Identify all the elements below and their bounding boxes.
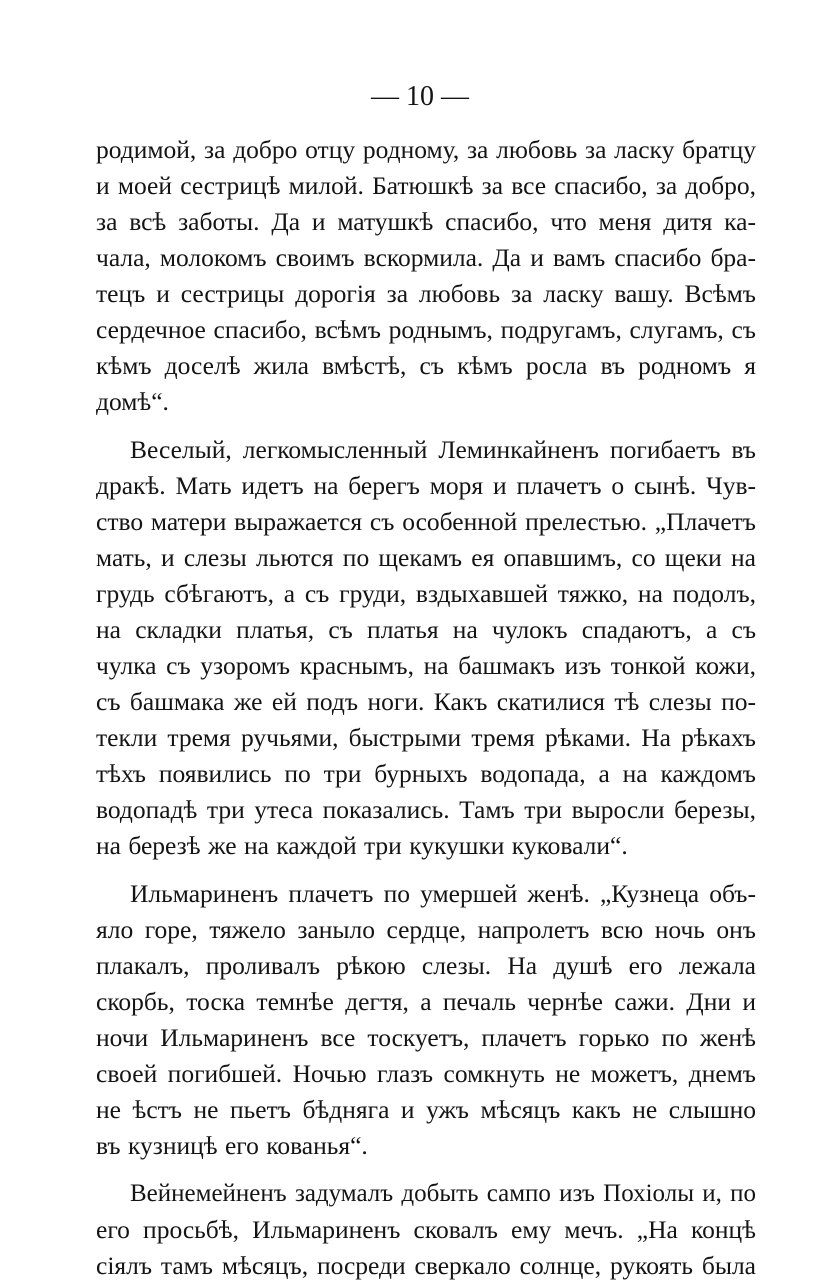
text-line: тецъ и сестрицы дорогія за любовь за ласку вашу. Всѣмъ — [96, 279, 756, 308]
text-line: кѣмъ доселѣ жила вмѣстѣ, съ кѣмъ росла въ родномъ я — [96, 351, 756, 380]
text-line: и моей сестрицѣ милой. Батюшкѣ за все спасибо, за добро, — [96, 171, 756, 200]
text-line: водопадѣ три утеса показались. Тамъ три выросли березы, — [96, 795, 756, 824]
text-line: домѣ“. — [96, 387, 169, 416]
text-line: на березѣ же на каждой три кукушки куковали“. — [96, 831, 628, 860]
text-line: Веселый, легкомысленный Леминкайненъ погибаетъ въ — [130, 435, 756, 464]
text-line: текли тремя ручьями, быстрыми тремя рѣками. На рѣкахъ — [96, 723, 756, 752]
paragraph — [96, 876, 756, 1164]
text-line: родимой, за добро отцу родному, за любовь за ласку братцу — [96, 135, 756, 164]
text-line: въ кузницѣ его кованья“. — [96, 1131, 368, 1160]
body-text — [96, 132, 756, 1284]
text-line: ство матери выражается съ особенной прелестью. „Плачетъ — [96, 507, 756, 536]
text-line: скорбь, тоска темнѣе дегтя, а печаль чернѣе сажи. Дни и — [96, 987, 756, 1016]
text-line: за всѣ заботы. Да и матушкѣ спасибо, что меня дитя ка- — [96, 207, 756, 236]
text-line: ночи Ильмариненъ все тоскуетъ, плачетъ горько по женѣ — [96, 1023, 756, 1052]
text-line: съ башмака же ей подъ ноги. Какъ скатилися тѣ слезы по- — [96, 687, 756, 716]
text-line: сердечное спасибо, всѣмъ роднымъ, подругамъ, слугамъ, съ — [96, 315, 756, 344]
text-line: тѣхъ появились по три бурныхъ водопада, а на каждомъ — [96, 759, 756, 788]
text-line: его просьбѣ, Ильмариненъ сковалъ ему мечъ. „На концѣ — [96, 1215, 756, 1244]
text-line: плакалъ, проливалъ рѣкою слезы. На душѣ его лежала — [96, 951, 756, 980]
text-line: чала, молокомъ своимъ вскормила. Да и вамъ спасибо бра- — [96, 243, 756, 272]
paragraph — [96, 432, 756, 864]
text-line: не ѣстъ не пьетъ бѣдняга и ужъ мѣсяцъ какъ не слышно — [96, 1095, 756, 1124]
paragraph — [96, 1176, 756, 1284]
text-line: яло горе, тяжело заныло сердце, напролетъ всю ночь онъ — [96, 915, 756, 944]
text-line: чулка съ узоромъ краснымъ, на башмакъ изъ тонкой кожи, — [96, 651, 756, 680]
page-number: — 10 — — [371, 81, 469, 112]
text-line: на складки платья, съ платья на чулокъ спадаютъ, а съ — [96, 615, 756, 644]
text-line: дракѣ. Мать идетъ на берегъ моря и плачетъ о сынѣ. Чув- — [96, 471, 756, 500]
text-line: Вейнемейненъ задумалъ добыть сампо изъ Похіолы и, по — [130, 1180, 756, 1207]
text-line: грудь сбѣгаютъ, а съ груди, вздыхавшей тяжко, на подолъ, — [96, 579, 756, 608]
text-line: сіялъ тамъ мѣсяцъ, посреди сверкало солнце, рукоять была — [96, 1251, 756, 1280]
text-line: мать, и слезы льются по щекамъ ея опавшимъ, со щеки на — [96, 543, 756, 572]
paragraph — [96, 132, 756, 420]
text-line: своей погибшей. Ночью глазъ сомкнуть не можетъ, днемъ — [96, 1059, 756, 1088]
text-line: Ильмариненъ плачетъ по умершей женѣ. „Кузнеца объ- — [130, 879, 756, 908]
